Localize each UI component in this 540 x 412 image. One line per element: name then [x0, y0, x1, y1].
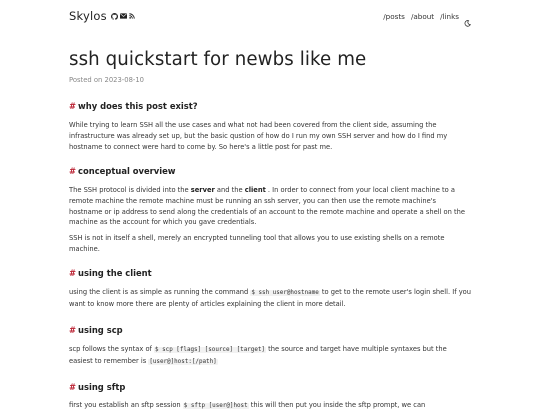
nav-links[interactable]: /links — [440, 12, 459, 21]
heading-anchor[interactable]: # — [69, 101, 77, 111]
nav-about[interactable]: /about — [410, 12, 435, 21]
rss-icon[interactable] — [129, 13, 135, 19]
inline-code: $ sftp [user@]host — [183, 403, 248, 409]
heading-why: # why does this post exist? — [69, 101, 198, 111]
github-icon[interactable] — [111, 13, 118, 20]
inline-code: [user@]host:[/path] — [149, 358, 217, 365]
post-date: Posted on 2023-08-10 — [69, 76, 145, 84]
post-title: ssh quickstart for newbs like me — [69, 49, 367, 70]
heading-client: # using the client — [69, 268, 152, 278]
inline-code: $ scp [flags] [source] [target] — [155, 347, 265, 353]
mail-icon[interactable] — [120, 13, 127, 19]
brand — [69, 9, 135, 23]
heading-anchor[interactable]: # — [69, 325, 77, 335]
paragraph-scp: scp follows the syntax of $ scp [flags] [source] [target] the source and target have multiple syntaxes but the easiest to remember is [user@]host:[/path] — [69, 345, 447, 365]
paragraph-overview: The SSH protocol is divided into the server and the client . In order to connect from your local client machine to a remote machine the remote machine must be running an ssh server, you can then use the remote machine's hostname or ip address to send along the credentials of an account to the remote machine and operate a shell on the machine as the account for which you gave credentials. — [69, 186, 465, 227]
heading-overview: # conceptual overview — [69, 166, 176, 176]
paragraph-overview-2: SSH is not in itself a shell, merely an encrypted tunneling tool that allows you to use existing shells on a remote machine. — [69, 234, 445, 253]
paragraph-sftp: first you establish an sftp session $ sftp [user@]host this will then put you inside the sftp prompt, we can — [69, 401, 426, 409]
heading-anchor[interactable]: # — [69, 382, 77, 392]
moon-icon[interactable] — [464, 12, 471, 31]
heading-scp: # using scp — [69, 325, 123, 335]
nav-posts[interactable]: /posts — [383, 12, 405, 21]
paragraph-client: using the client is as simple as running the command $ ssh user@hostname to get to the remote user's login shell. If you want to know more there are plenty of articles explaining the client in more detail. — [69, 288, 471, 308]
site-header — [69, 9, 471, 25]
heading-anchor[interactable]: # — [69, 166, 77, 176]
heading-anchor[interactable]: # — [69, 268, 77, 278]
site-title[interactable]: Skylos — [69, 9, 107, 23]
paragraph-why: While trying to learn SSH all the use cases and what not had been covered from the client side, assuming the infrastructure was already set up, but the basic qustion of how do I run my own SSH server and how do I find my hostname to connect were hard to come by. So here's a little post for past me. — [69, 121, 448, 151]
main-nav — [383, 12, 459, 21]
social-icons — [111, 13, 135, 20]
heading-sftp: # using sftp — [69, 382, 126, 392]
inline-code: $ ssh user@hostname — [251, 290, 319, 296]
